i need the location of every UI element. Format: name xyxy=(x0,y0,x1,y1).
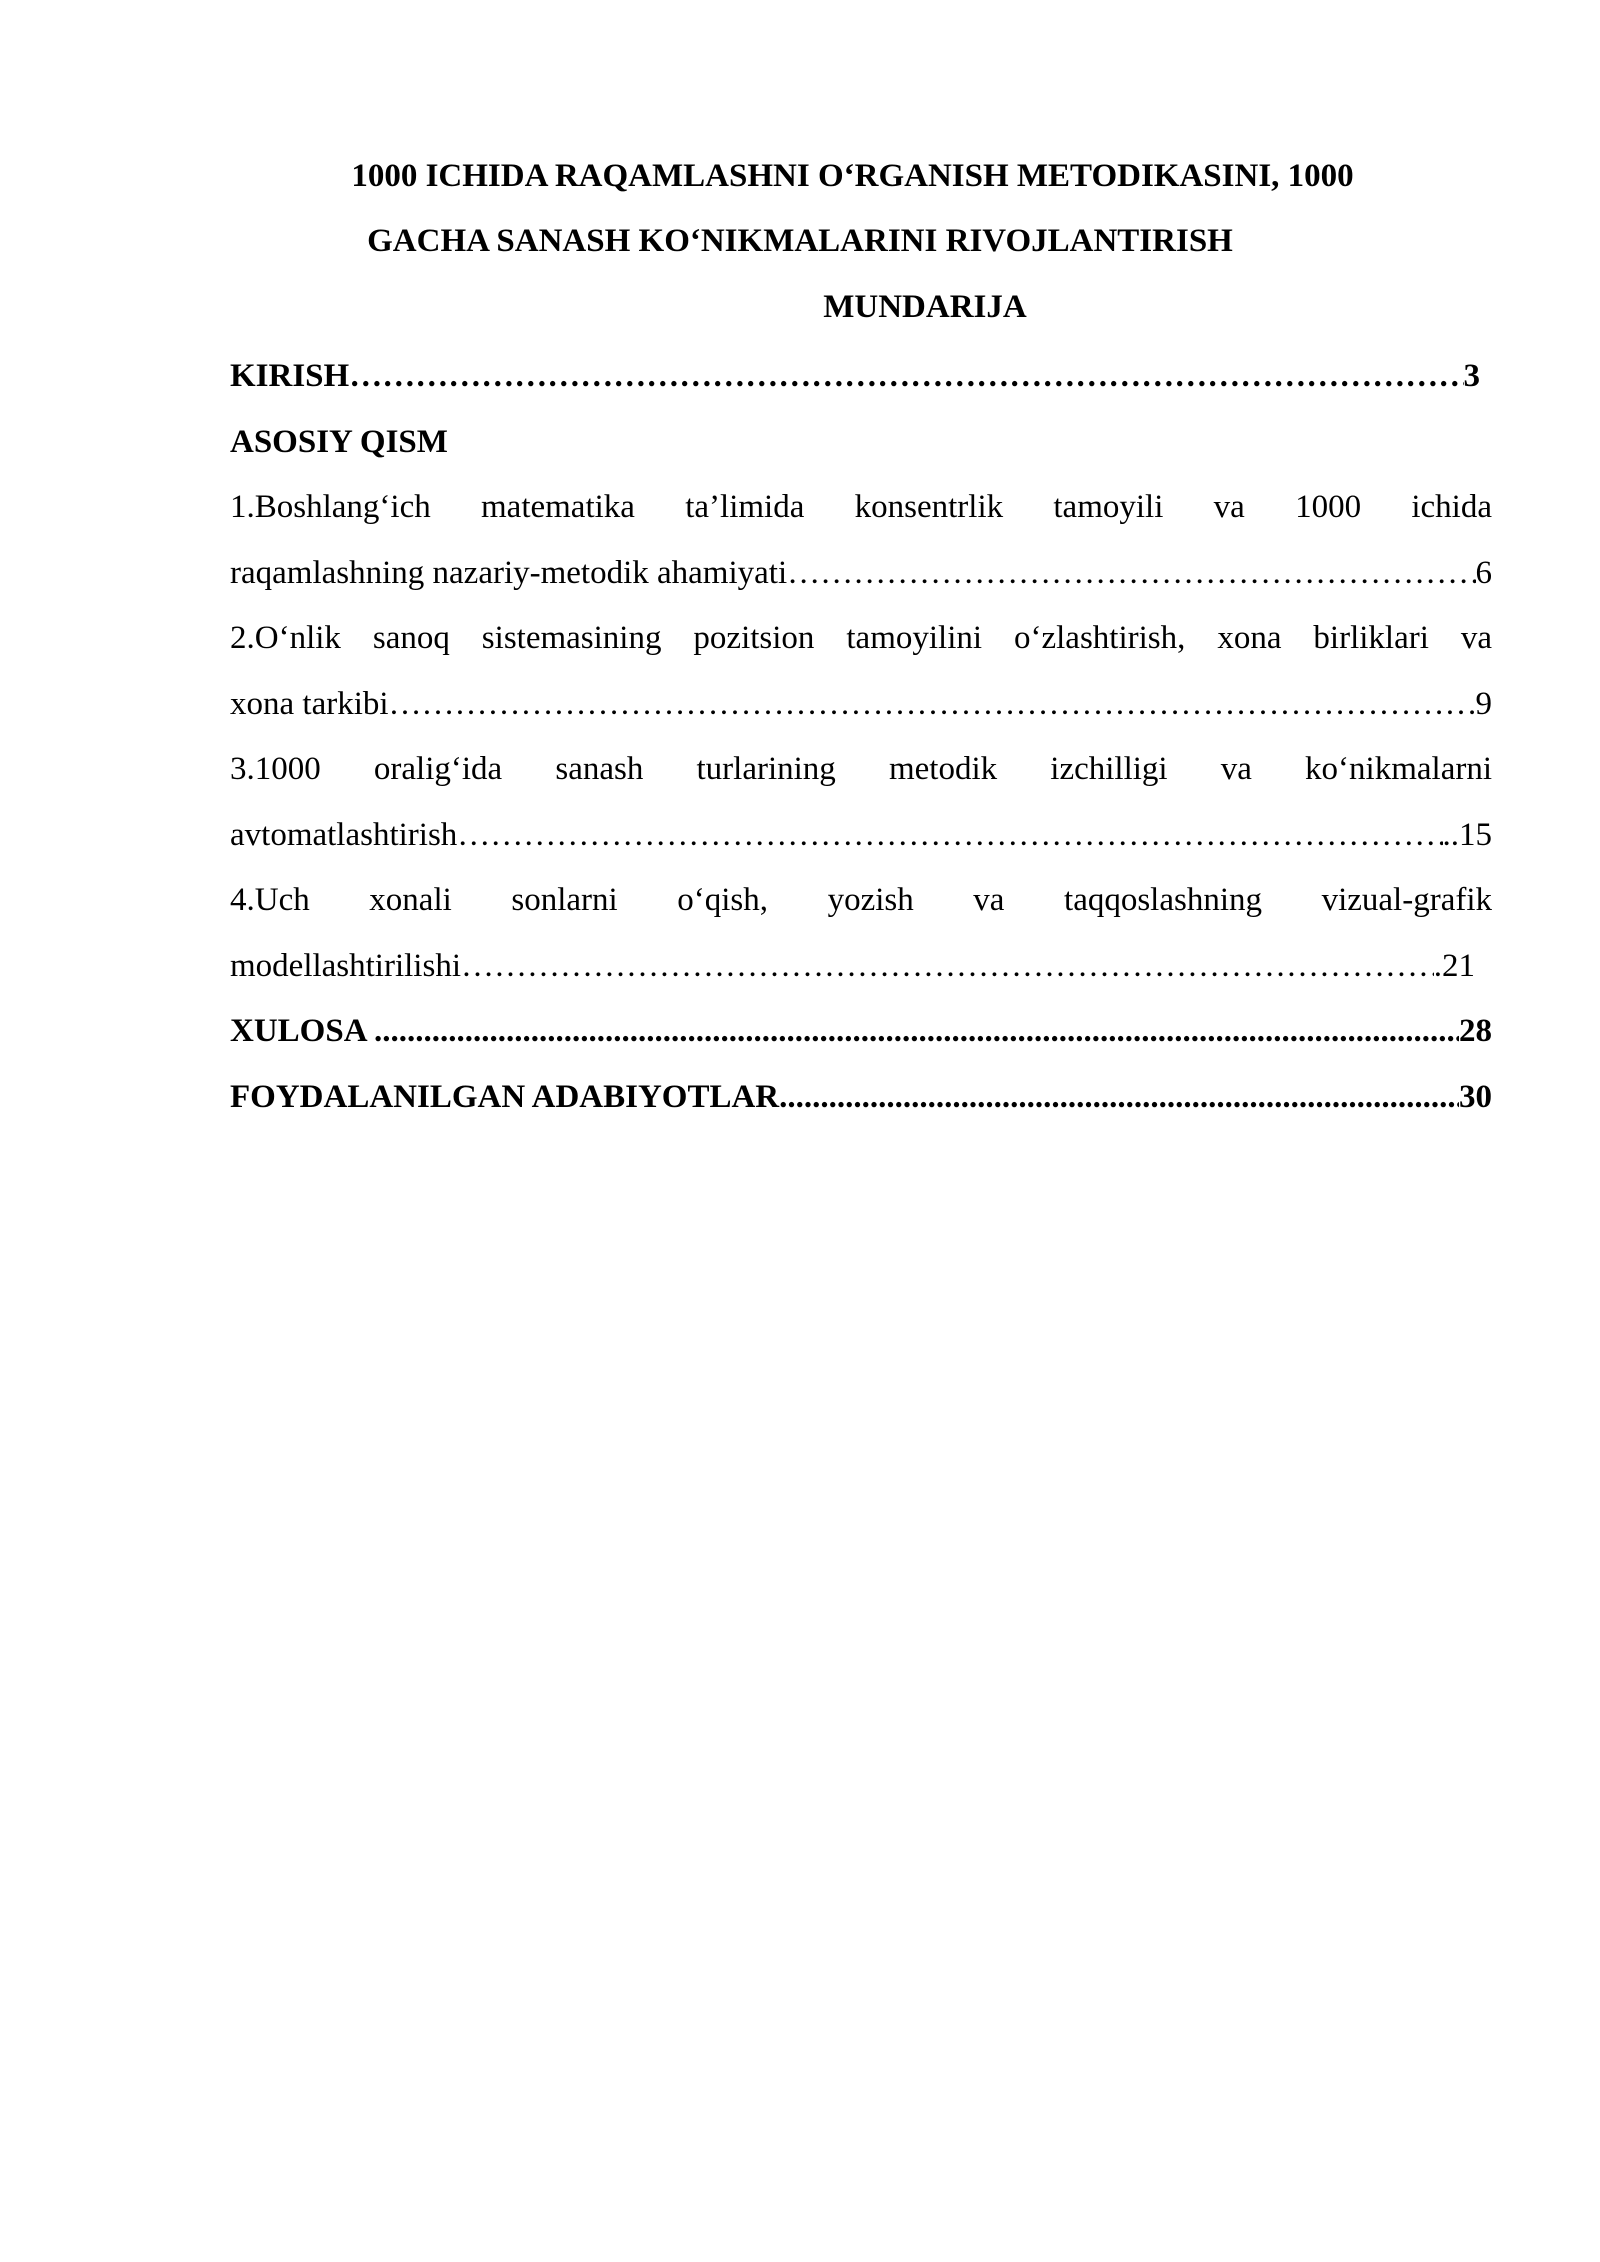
section-heading-label: ASOSIY QISM xyxy=(230,423,448,460)
toc-entry-label: XULOSA xyxy=(230,1013,374,1049)
toc-page-number: 3 xyxy=(1463,358,1480,394)
toc-entry-4-line-1[interactable]: 4.Uch xonali sonlarni o‘qish, yozish va taqqoslashning vizual-grafik xyxy=(230,882,1492,918)
contents-heading: MUNDARIJA xyxy=(823,289,1027,325)
toc-entry-references[interactable] xyxy=(230,1065,1492,1131)
toc-dot-leader xyxy=(779,1065,1459,1131)
toc-entry-4-line-2[interactable] xyxy=(230,934,1475,1000)
toc-entry-intro[interactable] xyxy=(230,344,1480,410)
toc-entry-label: FOYDALANILGAN ADABIYOTLAR xyxy=(230,1078,780,1115)
toc-entry-label: raqamlashning nazariy-metodik ahamiyati xyxy=(230,554,788,591)
toc-page-number: 9 xyxy=(1475,685,1492,722)
toc-dot-leader xyxy=(349,344,1463,410)
toc-page-number: 6 xyxy=(1475,554,1492,591)
toc-dot-leader xyxy=(787,541,1475,607)
toc-entry-3-line-2[interactable] xyxy=(230,803,1492,869)
toc-entry-label: modellashtirilishi xyxy=(230,947,461,984)
toc-dot-leader xyxy=(389,672,1476,738)
toc-entry-conclusion[interactable] xyxy=(230,999,1492,1065)
toc-entry-2-line-1[interactable]: 2.O‘nlik sanoq sistemasining pozitsion tamoyilini o‘zlashtirish, xona birliklari va xyxy=(230,620,1492,656)
document-title-line-2: GACHA SANASH KO‘NIKMALARINI RIVOJLANTIRISH xyxy=(367,223,1233,259)
table-of-contents xyxy=(230,344,1492,1130)
toc-entry-1-line-1[interactable]: 1.Boshlang‘ich matematika ta’limida konsentrlik tamoyili va 1000 ichida xyxy=(230,489,1492,525)
toc-entry-label: avtomatlashtirish xyxy=(230,816,458,853)
toc-entry-label: xona tarkibi xyxy=(230,685,389,722)
toc-page-number: 28 xyxy=(1459,1013,1492,1049)
toc-page-number: .21 xyxy=(1433,947,1475,984)
toc-page-number: 30 xyxy=(1459,1078,1492,1115)
toc-entry-1-line-2[interactable] xyxy=(230,541,1492,607)
toc-entry-2-line-2[interactable] xyxy=(230,672,1492,738)
toc-dot-leader xyxy=(457,803,1442,869)
toc-dot-leader xyxy=(461,934,1434,1000)
toc-entry-3-line-1[interactable]: 3.1000 oralig‘ida sanash turlarining metodik izchilligi va ko‘nikmalarni xyxy=(230,751,1492,787)
toc-page-number: ..15 xyxy=(1442,816,1492,853)
toc-entry-label: KIRISH xyxy=(230,358,350,394)
document-title-line-1: 1000 ICHIDA RAQAMLASHNI O‘RGANISH METODIKASINI, 1000 xyxy=(351,158,1354,194)
toc-section-heading xyxy=(230,410,1492,476)
toc-dot-leader xyxy=(374,999,1459,1065)
